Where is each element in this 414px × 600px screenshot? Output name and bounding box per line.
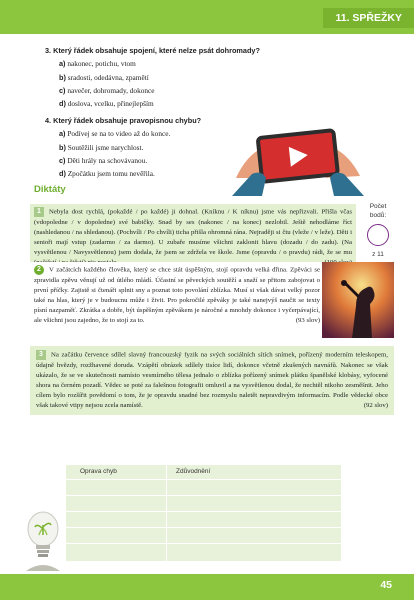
option-a[interactable]: a) nakonec, potichu, vtom — [59, 59, 136, 69]
option-c[interactable]: c) navečer, dohromady, dokonce — [59, 85, 155, 95]
page-number: 45 — [380, 579, 392, 591]
points-max: z 11 — [372, 251, 384, 258]
option-a[interactable]: a) Podívej se na to video až do konce. — [59, 129, 171, 139]
dictation-number: 3 — [36, 350, 46, 360]
word-count: (93 slov) — [295, 317, 320, 325]
question-title: 3. Který řádek obsahuje spojení, které nelze psát dohromady? — [45, 46, 260, 55]
question-3 — [45, 44, 345, 110]
option-b[interactable]: b) sradosti, odedávna, zpamětí — [59, 72, 149, 82]
dictation-number: 1 — [34, 207, 44, 217]
dictation-number: 2 — [34, 265, 44, 275]
chapter-title: 11. SPŘEŽKY — [323, 8, 414, 28]
phone-video-illustration — [232, 118, 364, 196]
option-d[interactable]: d) doslova, vcelku, přinejlepším — [59, 99, 154, 109]
lightbulb-icon — [22, 505, 64, 571]
corrections-table — [66, 465, 341, 561]
points-input-circle[interactable] — [367, 224, 389, 246]
table-row-line — [66, 511, 341, 512]
option-b[interactable]: b) Soutěžili jsme narychlost. — [59, 142, 144, 152]
points-box — [360, 202, 396, 259]
question-title: 4. Který řádek obsahuje pravopisnou chybu? — [45, 116, 202, 125]
dictation-3 — [30, 346, 394, 415]
table-row-line — [66, 495, 341, 496]
column-header-corrections: Oprava chyb — [80, 468, 117, 475]
dictation-text: Nebyla dost rychlá, (pokaždé / po každé) ji dohnal. (Kníknu / K níknu) jsme vás nepřizvali. Přišla včas (vdopoledne / v dopoledne) své babičky. Snad by ses (nakonec / na konec) nezlobil. Ještě nehodláme říct (nashledanou / na shledanou). (Pochvíli / Po chvíli) ticha přišla ohromná rána. Nejraději si čtu (vleže / v leže). Děti i senioři mají vstup (zadarmo / za darmo). U zubaře musíme všichni zaklonit hlavu (dozadu / do zadu). (Na vysvětlenou / Navysvětlenou) jsem dodala, že jsem se zdržela ve škole. Jsme (opravdu / o pravdu) rádi, že se mu — [34, 208, 352, 256]
option-c[interactable]: c) Děti hrály na schovávanou. — [59, 155, 148, 165]
footer-bar — [0, 574, 414, 600]
option-d[interactable]: d) Zpočátku jsem tomu nevěřila. — [59, 169, 155, 179]
table-row-line — [66, 527, 341, 528]
table-row-line — [66, 543, 341, 544]
points-label: Počet — [369, 203, 387, 210]
dictation-text: Na začátku července sdílel slavný francouzský fyzik na svých sociálních sítích snímek, pořízený moderním teleskopem, údajně hvězdy, rozžhavené dorudа. Vzápětí obrázek sdílely tisíce lidí, dokonce včetně zkušených navnáfů. Nakonec se však ukázalo, že se ve skutečnosti namísto vesmírného tělesa jednalo o zblízka pořízený snímek plátku španělské klobásy, vyfocené shora na černém pozadí. Vědec se poté za falešnou fotografii omluvil a na vysvětlenou dodal, že nechtěl nikoho zesměšnit. Jeho cílem bylo rozšířit povědomí o tom, že je opravdu snadné bez rozmyslu naletět nepravdivým informacím. Podle vědecké obce však takové vtipy nejsou zcela namístě. — [36, 351, 388, 410]
singer-photo — [322, 262, 394, 338]
dictation-text: V začátcích každého člověka, který se chce stát úspěšným, stojí opravdu velká dřina. Zpěváci se zpravidla zpěvu věnují už od útlého mládí. Účastní se pěveckých soutěží a snaží se přitom zabojovat o první příčky. Zajistě si čtenáři splnit sny a poznat toto povolání zblízka. Musí si však dávat velký pozor také na hlas, který je v budoucnu může i živit. Pro pokročilé zpěváky je také nanejvýš naučit se texty písní nazpaměť. Zkrátka a dobře, být úspěšným zpěvákem je náročné a mnohdy dokonce i vyčerpávající, ale všichni jsou zajedno, že to stojí za to. — [34, 266, 320, 325]
dictation-2 — [30, 262, 324, 329]
question-4 — [45, 114, 235, 180]
column-header-reasoning: Zdůvodnění — [176, 468, 211, 475]
dictation-heading: Diktáty — [34, 184, 66, 195]
word-count: (92 slov) — [363, 402, 388, 410]
points-label: bodů: — [369, 212, 387, 219]
table-row-line — [66, 479, 341, 480]
